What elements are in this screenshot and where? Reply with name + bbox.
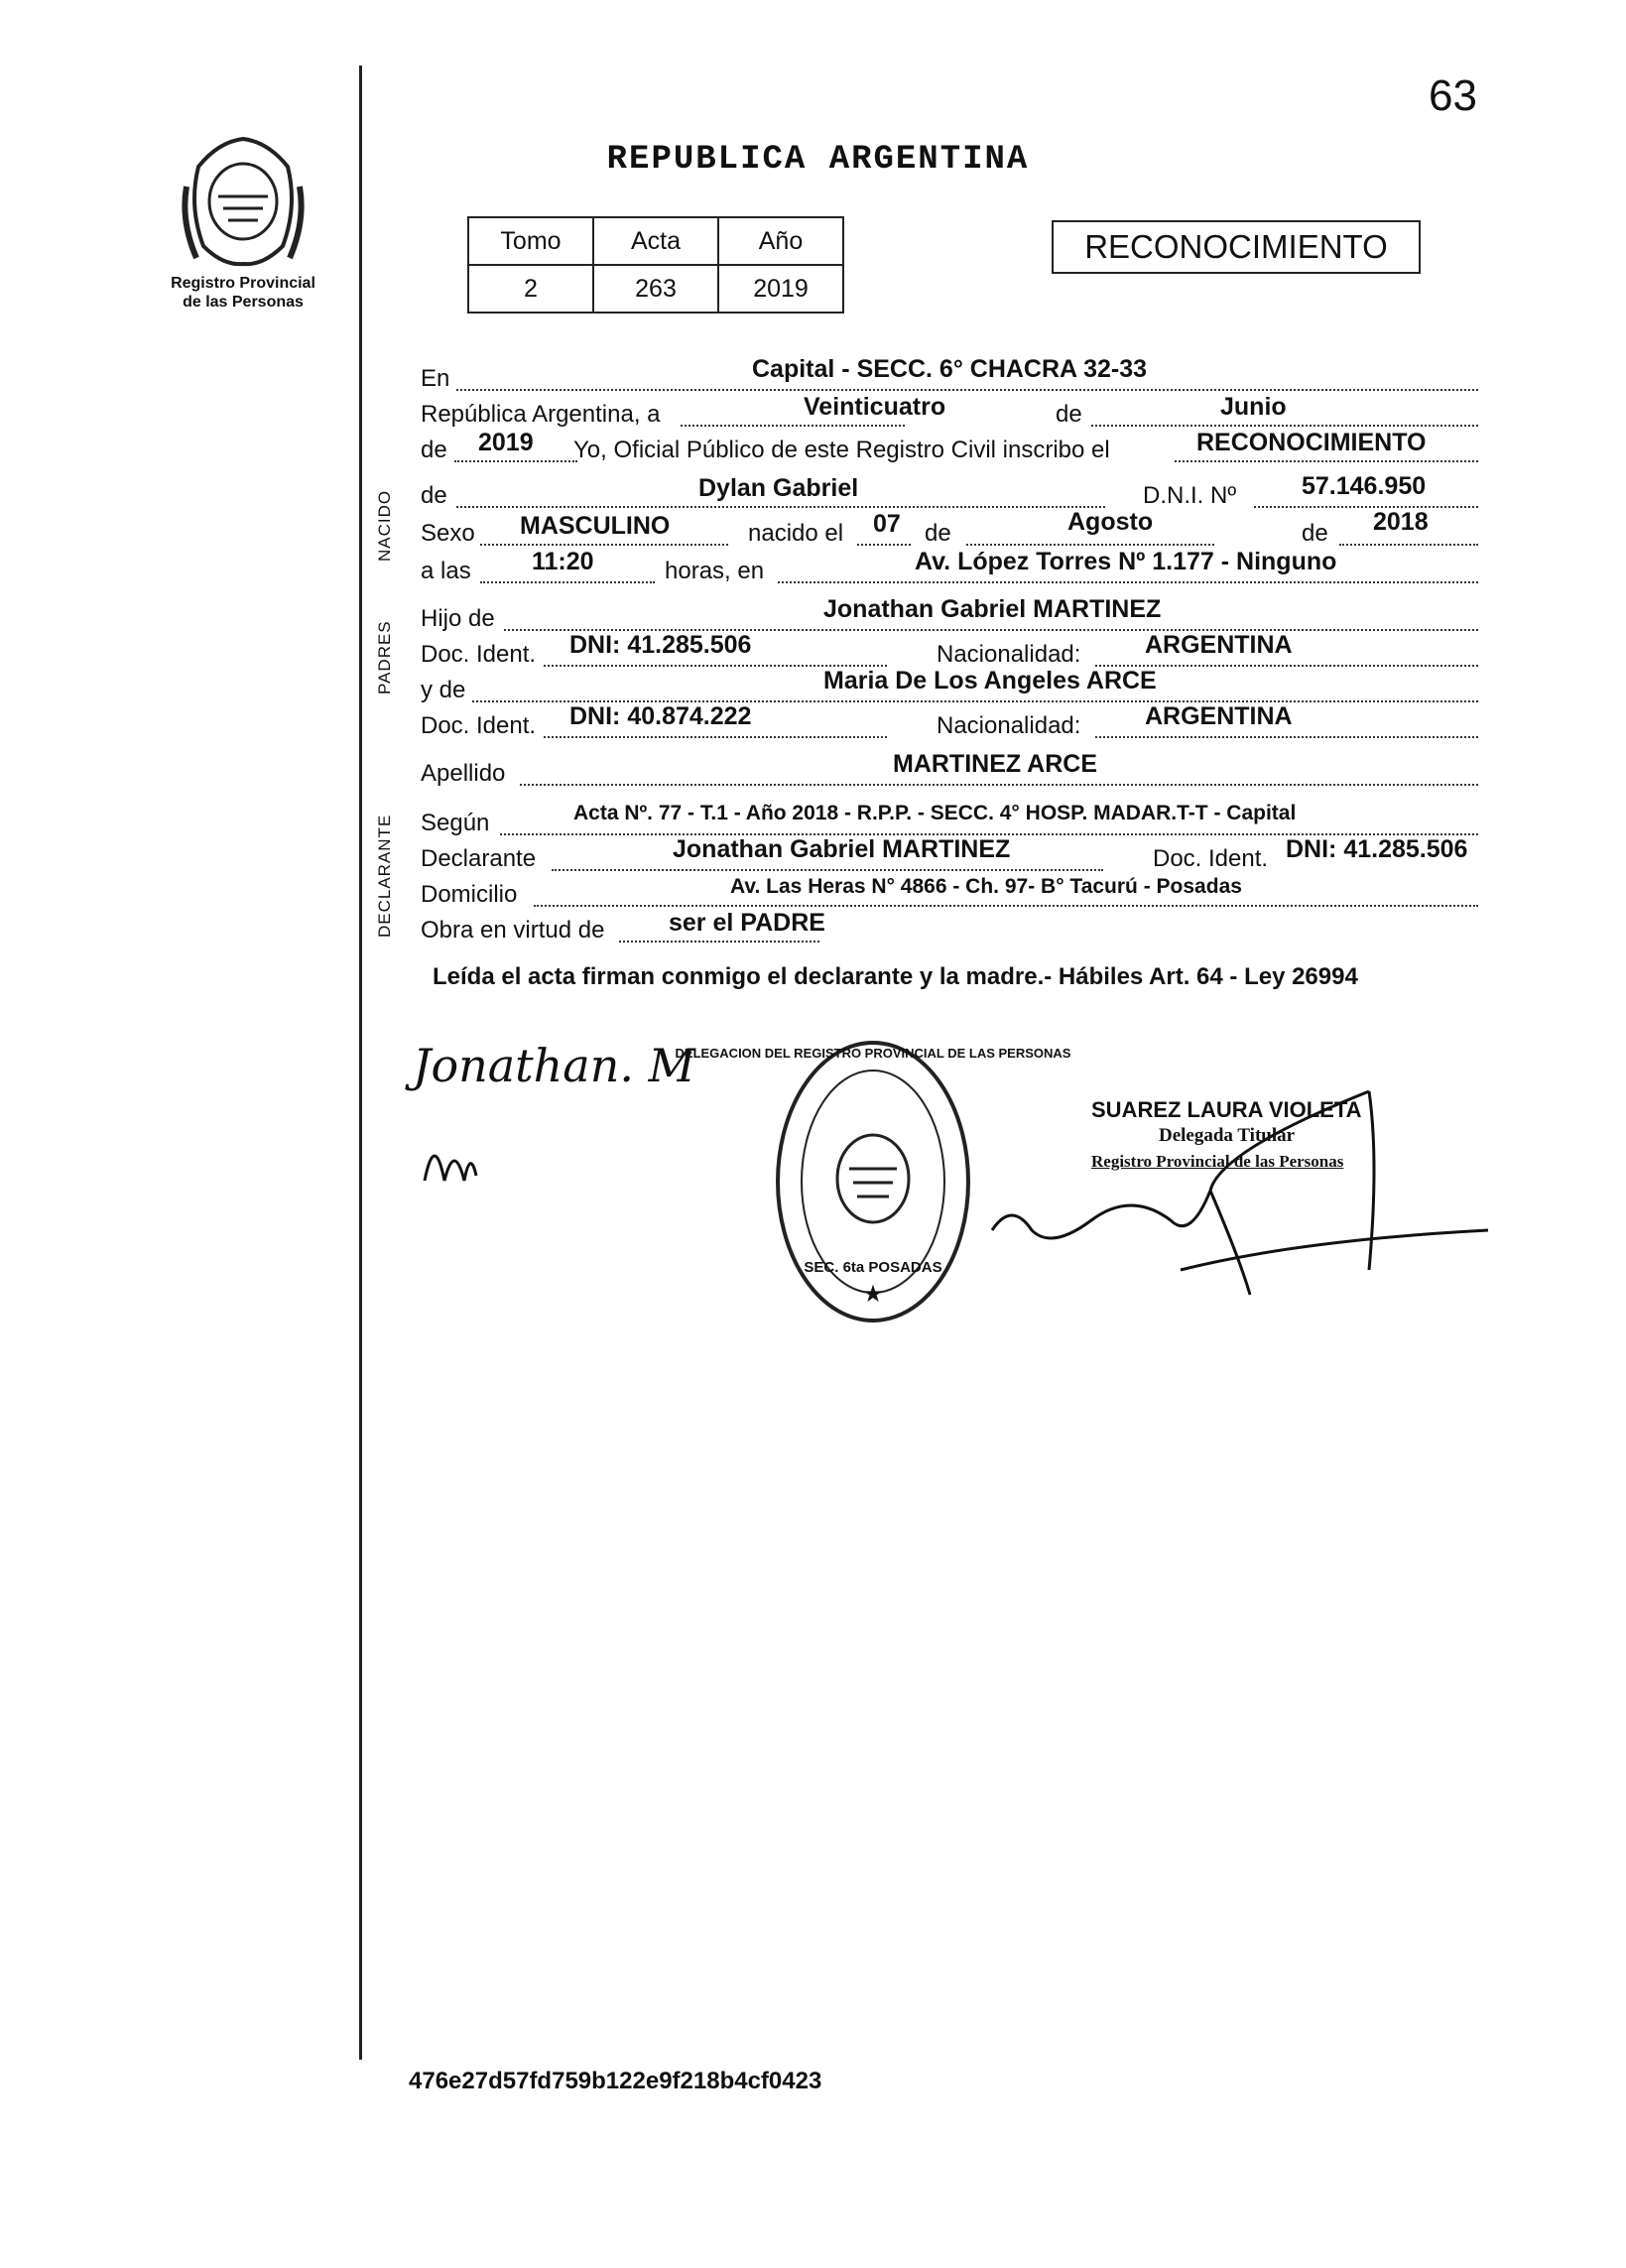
row-time-place [421,548,1478,591]
label-y-de: y de [421,677,466,703]
official-signature [952,1071,1498,1300]
value-name: Dylan Gabriel [698,474,859,502]
registry-caption-line-2: de las Personas [183,294,304,311]
label-de-birth-year: de [1302,520,1328,547]
label-nacionalidad-mother: Nacionalidad: [937,712,1081,739]
value-father-doc: DNI: 41.285.506 [569,631,752,659]
value-birth-year: 2018 [1373,508,1429,536]
registry-caption [159,274,327,312]
value-act: RECONOCIMIENTO [1196,429,1427,456]
official-seal [675,1038,1071,1325]
svg-text:★: ★ [862,1281,884,1308]
value-mother: Maria De Los Angeles ARCE [823,667,1157,694]
seal-text: DELEGACION DEL REGISTRO PROVINCIAL DE LAS PERSONAS [675,1046,1071,1061]
row-mother-doc [421,702,1478,746]
row-surname [421,750,1478,794]
row-capacity [421,909,1478,950]
value-birth-time: 11:20 [532,548,594,575]
value-mother-doc: DNI: 40.874.222 [569,702,752,730]
official-name: SUAREZ LAURA VIOLETA [1091,1097,1362,1122]
row-year [421,429,1478,470]
signature-text: Jonathan. M [413,1039,695,1092]
label-obra: Obra en virtud de [421,917,605,944]
value-birth-month: Agosto [1067,508,1154,536]
label-declarante: Declarante [421,845,537,872]
book-header-tomo: Tomo [468,217,593,265]
label-nacionalidad: Nacionalidad: [937,641,1081,668]
book-header-anio: Año [718,217,843,265]
seal-inner-text: SEC. 6ta POSADAS [804,1259,942,1276]
book-reference-table [467,216,844,314]
book-value-tomo: 2 [468,265,593,313]
book-header-acta: Acta [593,217,718,265]
label-hijo-de: Hijo de [421,605,495,632]
label-de: de [1056,401,1082,428]
row-place [421,355,1478,399]
value-birth-day: 07 [873,510,901,538]
value-place: Capital - SECC. 6° CHACRA 32-33 [752,355,1148,383]
label-republica: República Argentina, a [421,401,661,428]
label-dni: D.N.I. Nº [1143,482,1237,509]
value-declarant: Jonathan Gabriel MARTINEZ [673,835,1011,863]
label-a-las: a las [421,558,471,584]
value-surname: MARTINEZ ARCE [893,750,1098,778]
value-mother-nationality: ARGENTINA [1145,702,1293,730]
label-nacido: nacido el [748,520,844,547]
declarant-signature [405,1032,695,1220]
value-capacity: ser el PADRE [669,909,825,937]
label-de-month: de [925,520,951,547]
value-sex: MASCULINO [520,512,671,540]
side-label-padres: PADRES [375,620,394,694]
label-doc-ident: Doc. Ident. [421,641,537,668]
label-horas: horas, en [665,558,765,584]
label-segun: Según [421,810,490,836]
value-father-nationality: ARGENTINA [1145,631,1293,659]
document-hash: 476e27d57fd759b122e9f218b4cf0423 [409,2068,822,2094]
act-type-box: RECONOCIMIENTO [1052,220,1421,274]
row-address [421,877,1478,915]
label-yo: Yo, Oficial Público de este Registro Civil inscribo el [573,437,1110,463]
row-declarant [421,835,1478,879]
label-de-name: de [421,482,447,509]
value-father: Jonathan Gabriel MARTINEZ [823,595,1162,623]
value-day: Veinticuatro [804,393,946,421]
page-number: 63 [1429,71,1477,120]
row-name [421,472,1478,516]
value-month: Junio [1220,393,1287,421]
label-en: En [421,365,450,392]
value-dni: 57.146.950 [1302,472,1427,500]
label-doc-ident-mother: Doc. Ident. [421,712,537,739]
label-domicilio: Domicilio [421,881,518,908]
value-address: Av. Las Heras N° 4866 - Ch. 97- B° Tacurú - Posadas [730,875,1242,898]
document-title: REPUBLICA ARGENTINA [606,141,1030,179]
book-value-anio: 2019 [718,265,843,313]
closing-note: Leída el acta firman conmigo el declarante y la madre.- Hábiles Art. 64 - Ley 26994 [433,963,1358,990]
label-doc-ident-declarant: Doc. Ident. [1153,845,1269,872]
value-year: 2019 [478,429,534,456]
official-office: Registro Provincial de las Personas [1091,1152,1344,1171]
side-label-declarante: DECLARANTE [375,814,394,938]
label-de-year: de [421,437,447,463]
registry-caption-line-1: Registro Provincial [171,275,315,292]
value-segun: Acta Nº. 77 - T.1 - Año 2018 - R.P.P. - SECC. 4° HOSP. MADAR.T-T - Capital [573,802,1297,824]
value-birth-place: Av. López Torres Nº 1.177 - Ninguno [915,548,1337,575]
official-role: Delegada Titular [1159,1125,1296,1146]
book-value-acta: 263 [593,265,718,313]
label-sexo: Sexo [421,520,475,547]
label-apellido: Apellido [421,760,506,787]
value-declarant-doc: DNI: 41.285.506 [1286,835,1468,863]
side-label-nacido: NACIDO [375,489,394,562]
left-margin-rule [359,65,362,2060]
